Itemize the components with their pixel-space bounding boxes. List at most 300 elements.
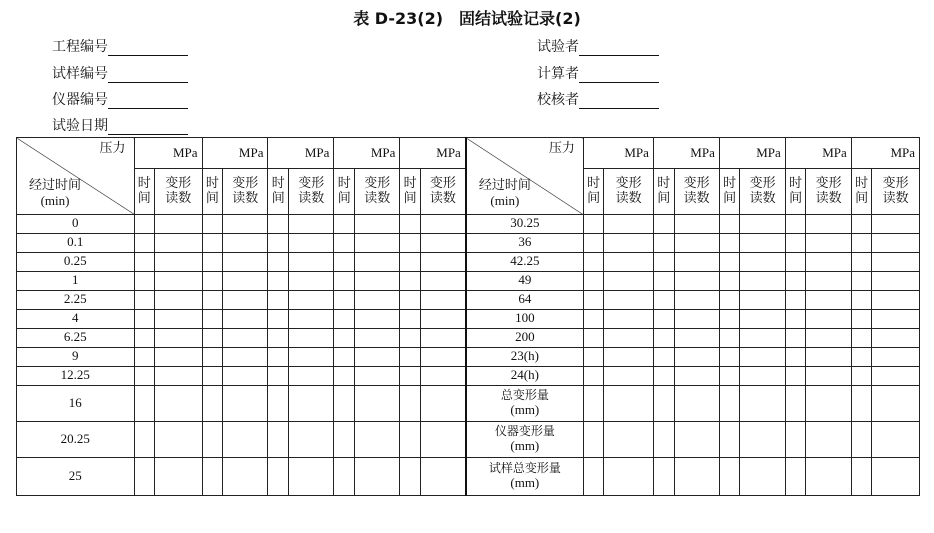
time-entry-cell[interactable] xyxy=(653,458,674,496)
time-entry-cell[interactable] xyxy=(400,215,421,234)
elapsed-time-label xyxy=(479,179,531,210)
deformation-subheader-cell xyxy=(740,169,785,215)
field-label: 试验日期 xyxy=(52,118,108,134)
pressure-unit-label: MPa xyxy=(370,144,396,160)
tester-field[interactable] xyxy=(537,36,659,56)
deformation-entry-cell[interactable] xyxy=(223,329,268,348)
deformation-entry-cell[interactable] xyxy=(674,386,719,422)
time-entry-cell[interactable] xyxy=(785,291,806,310)
time-entry-cell[interactable] xyxy=(334,422,355,458)
deformation-entry-cell[interactable] xyxy=(289,253,334,272)
time-entry-cell[interactable] xyxy=(785,310,806,329)
deformation-entry-cell[interactable] xyxy=(674,329,719,348)
time-entry-cell[interactable] xyxy=(583,234,604,253)
time-entry-cell[interactable] xyxy=(268,422,289,458)
time-entry-cell[interactable] xyxy=(851,458,872,496)
table-row xyxy=(17,272,920,291)
time-entry-cell[interactable] xyxy=(653,367,674,386)
time-entry-cell[interactable] xyxy=(134,215,155,234)
time-entry-cell[interactable] xyxy=(583,386,604,422)
deformation-entry-cell[interactable] xyxy=(155,291,202,310)
time-entry-cell[interactable] xyxy=(785,348,806,367)
deformation-entry-cell[interactable] xyxy=(806,422,851,458)
time-entry-cell[interactable] xyxy=(268,215,289,234)
elapsed-time-unit: (min) xyxy=(40,193,70,209)
time-entry-cell[interactable] xyxy=(134,458,155,496)
deformation-subheader-cell xyxy=(155,169,202,215)
time-entry-cell[interactable] xyxy=(719,310,740,329)
time-entry-cell[interactable] xyxy=(134,310,155,329)
deformation-entry-cell[interactable] xyxy=(223,386,268,422)
deformation-entry-cell[interactable] xyxy=(604,422,653,458)
time-entry-cell[interactable] xyxy=(202,329,223,348)
deformation-entry-cell[interactable] xyxy=(223,422,268,458)
deformation-entry-cell[interactable] xyxy=(604,329,653,348)
deformation-subheader-bottom: 读数 xyxy=(429,190,456,206)
elapsed-time-cell xyxy=(17,386,135,422)
time-entry-cell[interactable] xyxy=(583,291,604,310)
deformation-entry-cell[interactable] xyxy=(420,253,465,272)
time-entry-cell[interactable] xyxy=(268,386,289,422)
time-entry-cell[interactable] xyxy=(268,367,289,386)
deformation-entry-cell[interactable] xyxy=(289,386,334,422)
elapsed-time-label xyxy=(29,179,81,210)
consolidation-record-table xyxy=(16,137,920,496)
time-entry-cell[interactable] xyxy=(719,422,740,458)
time-entry-cell[interactable] xyxy=(583,367,604,386)
time-entry-cell[interactable] xyxy=(134,386,155,422)
time-entry-cell[interactable] xyxy=(268,348,289,367)
time-entry-cell[interactable] xyxy=(653,291,674,310)
time-entry-cell[interactable] xyxy=(334,367,355,386)
deformation-entry-cell[interactable] xyxy=(740,329,785,348)
time-entry-cell[interactable] xyxy=(268,291,289,310)
field-blank[interactable] xyxy=(108,120,188,135)
deformation-entry-cell[interactable] xyxy=(355,291,400,310)
deformation-entry-cell[interactable] xyxy=(420,422,465,458)
deformation-entry-cell[interactable] xyxy=(223,234,268,253)
deformation-entry-cell[interactable] xyxy=(674,215,719,234)
deformation-entry-cell[interactable] xyxy=(740,234,785,253)
deformation-entry-cell[interactable] xyxy=(604,310,653,329)
time-subheader-cell xyxy=(583,169,604,215)
time-entry-cell[interactable] xyxy=(400,291,421,310)
deformation-entry-cell[interactable] xyxy=(155,272,202,291)
deformation-entry-cell[interactable] xyxy=(420,272,465,291)
deformation-entry-cell[interactable] xyxy=(740,367,785,386)
deformation-entry-cell[interactable] xyxy=(155,367,202,386)
deformation-entry-cell[interactable] xyxy=(155,458,202,496)
time-entry-cell[interactable] xyxy=(851,310,872,329)
deformation-entry-cell[interactable] xyxy=(420,234,465,253)
elapsed-time-value: 0.1 xyxy=(67,234,84,250)
elapsed-time-cell xyxy=(17,367,135,386)
table-row xyxy=(17,215,920,234)
time-entry-cell[interactable] xyxy=(134,272,155,291)
time-entry-cell[interactable] xyxy=(719,329,740,348)
deformation-entry-cell[interactable] xyxy=(420,348,465,367)
deformation-entry-cell[interactable] xyxy=(355,310,400,329)
deformation-entry-cell[interactable] xyxy=(420,367,465,386)
deformation-subheader-top: 变形 xyxy=(615,176,642,192)
time-entry-cell[interactable] xyxy=(785,386,806,422)
time-entry-cell[interactable] xyxy=(202,234,223,253)
time-entry-cell[interactable] xyxy=(719,348,740,367)
time-subheader-top: 时 xyxy=(205,176,219,192)
elapsed-time-unit: (mm) xyxy=(510,402,540,417)
deformation-entry-cell[interactable] xyxy=(355,272,400,291)
deformation-entry-cell[interactable] xyxy=(155,215,202,234)
time-subheader-cell xyxy=(400,169,421,215)
deformation-entry-cell[interactable] xyxy=(155,310,202,329)
deformation-entry-cell[interactable] xyxy=(420,458,465,496)
time-entry-cell[interactable] xyxy=(134,291,155,310)
pressure-unit-cell-right xyxy=(653,138,719,169)
time-subheader-bottom: 间 xyxy=(789,190,803,206)
elapsed-time-cell xyxy=(466,253,584,272)
time-entry-cell[interactable] xyxy=(785,367,806,386)
deformation-subheader-top: 变形 xyxy=(749,176,776,192)
deformation-entry-cell[interactable] xyxy=(223,348,268,367)
elapsed-time-cell xyxy=(466,348,584,367)
deformation-entry-cell[interactable] xyxy=(674,422,719,458)
time-entry-cell[interactable] xyxy=(653,348,674,367)
elapsed-time-value: 30.25 xyxy=(510,215,540,231)
deformation-entry-cell[interactable] xyxy=(223,367,268,386)
deformation-entry-cell[interactable] xyxy=(872,348,920,367)
time-entry-cell[interactable] xyxy=(653,386,674,422)
deformation-entry-cell[interactable] xyxy=(872,253,920,272)
time-entry-cell[interactable] xyxy=(134,234,155,253)
time-entry-cell[interactable] xyxy=(653,215,674,234)
instrument-number-field[interactable] xyxy=(52,89,188,109)
deformation-entry-cell[interactable] xyxy=(604,272,653,291)
time-entry-cell[interactable] xyxy=(268,458,289,496)
deformation-entry-cell[interactable] xyxy=(420,310,465,329)
deformation-entry-cell[interactable] xyxy=(872,458,920,496)
deformation-entry-cell[interactable] xyxy=(289,272,334,291)
deformation-entry-cell[interactable] xyxy=(355,215,400,234)
deformation-entry-cell[interactable] xyxy=(674,234,719,253)
sample-number-field[interactable] xyxy=(52,63,188,83)
field-label: 试验者 xyxy=(537,39,579,55)
time-entry-cell[interactable] xyxy=(719,291,740,310)
deformation-entry-cell[interactable] xyxy=(355,329,400,348)
field-blank[interactable] xyxy=(108,94,188,109)
pressure-label: 压力 xyxy=(99,141,126,156)
time-entry-cell[interactable] xyxy=(719,215,740,234)
time-entry-cell[interactable] xyxy=(334,348,355,367)
time-entry-cell[interactable] xyxy=(653,310,674,329)
time-entry-cell[interactable] xyxy=(400,253,421,272)
time-entry-cell[interactable] xyxy=(851,422,872,458)
deformation-entry-cell[interactable] xyxy=(223,291,268,310)
time-entry-cell[interactable] xyxy=(785,422,806,458)
field-blank[interactable] xyxy=(579,68,659,83)
time-entry-cell[interactable] xyxy=(400,234,421,253)
deformation-entry-cell[interactable] xyxy=(806,329,851,348)
time-entry-cell[interactable] xyxy=(851,367,872,386)
time-entry-cell[interactable] xyxy=(851,253,872,272)
deformation-entry-cell[interactable] xyxy=(806,234,851,253)
deformation-entry-cell[interactable] xyxy=(674,367,719,386)
deformation-entry-cell[interactable] xyxy=(289,422,334,458)
time-entry-cell[interactable] xyxy=(268,329,289,348)
deformation-entry-cell[interactable] xyxy=(806,291,851,310)
time-entry-cell[interactable] xyxy=(268,253,289,272)
deformation-entry-cell[interactable] xyxy=(155,422,202,458)
deformation-entry-cell[interactable] xyxy=(740,215,785,234)
elapsed-time-value: 200 xyxy=(515,329,535,345)
deformation-entry-cell[interactable] xyxy=(223,253,268,272)
deformation-subheader-cell xyxy=(674,169,719,215)
time-entry-cell[interactable] xyxy=(134,348,155,367)
time-entry-cell[interactable] xyxy=(134,253,155,272)
time-entry-cell[interactable] xyxy=(202,386,223,422)
deformation-entry-cell[interactable] xyxy=(604,348,653,367)
project-number-field[interactable] xyxy=(52,36,188,56)
deformation-entry-cell[interactable] xyxy=(223,458,268,496)
time-entry-cell[interactable] xyxy=(785,234,806,253)
deformation-entry-cell[interactable] xyxy=(355,234,400,253)
deformation-entry-cell[interactable] xyxy=(155,253,202,272)
time-entry-cell[interactable] xyxy=(719,386,740,422)
deformation-entry-cell[interactable] xyxy=(420,329,465,348)
deformation-entry-cell[interactable] xyxy=(740,253,785,272)
deformation-entry-cell[interactable] xyxy=(740,291,785,310)
time-subheader-top: 时 xyxy=(403,176,417,192)
deformation-entry-cell[interactable] xyxy=(806,348,851,367)
deformation-entry-cell[interactable] xyxy=(806,253,851,272)
time-entry-cell[interactable] xyxy=(785,458,806,496)
time-entry-cell[interactable] xyxy=(202,253,223,272)
table-row xyxy=(17,253,920,272)
time-entry-cell[interactable] xyxy=(400,367,421,386)
time-entry-cell[interactable] xyxy=(400,272,421,291)
time-entry-cell[interactable] xyxy=(202,291,223,310)
deformation-entry-cell[interactable] xyxy=(674,272,719,291)
deformation-entry-cell[interactable] xyxy=(604,234,653,253)
time-entry-cell[interactable] xyxy=(334,253,355,272)
time-entry-cell[interactable] xyxy=(268,272,289,291)
time-entry-cell[interactable] xyxy=(334,386,355,422)
time-entry-cell[interactable] xyxy=(400,310,421,329)
time-entry-cell[interactable] xyxy=(583,253,604,272)
deformation-entry-cell[interactable] xyxy=(872,291,920,310)
time-entry-cell[interactable] xyxy=(202,458,223,496)
elapsed-time-value: 4 xyxy=(72,310,79,326)
time-entry-cell[interactable] xyxy=(202,348,223,367)
time-entry-cell[interactable] xyxy=(268,310,289,329)
time-entry-cell[interactable] xyxy=(785,253,806,272)
time-entry-cell[interactable] xyxy=(851,234,872,253)
deformation-subheader-bottom: 读数 xyxy=(882,190,909,206)
deformation-entry-cell[interactable] xyxy=(740,422,785,458)
time-entry-cell[interactable] xyxy=(268,234,289,253)
deformation-entry-cell[interactable] xyxy=(289,291,334,310)
time-entry-cell[interactable] xyxy=(202,422,223,458)
deformation-entry-cell[interactable] xyxy=(674,348,719,367)
time-entry-cell[interactable] xyxy=(719,272,740,291)
deformation-entry-cell[interactable] xyxy=(872,234,920,253)
pressure-unit-label: MPa xyxy=(304,144,330,160)
deformation-entry-cell[interactable] xyxy=(806,272,851,291)
time-entry-cell[interactable] xyxy=(851,329,872,348)
deformation-entry-cell[interactable] xyxy=(223,272,268,291)
deformation-entry-cell[interactable] xyxy=(355,386,400,422)
deformation-entry-cell[interactable] xyxy=(872,367,920,386)
time-entry-cell[interactable] xyxy=(583,272,604,291)
time-subheader-top: 时 xyxy=(657,176,671,192)
deformation-entry-cell[interactable] xyxy=(289,367,334,386)
deformation-entry-cell[interactable] xyxy=(740,348,785,367)
time-entry-cell[interactable] xyxy=(400,422,421,458)
time-subheader-cell xyxy=(851,169,872,215)
checker-field[interactable] xyxy=(537,89,659,109)
time-entry-cell[interactable] xyxy=(583,458,604,496)
time-entry-cell[interactable] xyxy=(851,272,872,291)
deformation-entry-cell[interactable] xyxy=(355,458,400,496)
deformation-entry-cell[interactable] xyxy=(740,310,785,329)
deformation-entry-cell[interactable] xyxy=(355,367,400,386)
time-entry-cell[interactable] xyxy=(583,310,604,329)
time-entry-cell[interactable] xyxy=(583,215,604,234)
deformation-entry-cell[interactable] xyxy=(223,215,268,234)
deformation-entry-cell[interactable] xyxy=(872,215,920,234)
time-entry-cell[interactable] xyxy=(400,458,421,496)
time-entry-cell[interactable] xyxy=(134,422,155,458)
time-entry-cell[interactable] xyxy=(719,458,740,496)
deformation-entry-cell[interactable] xyxy=(420,215,465,234)
time-entry-cell[interactable] xyxy=(653,422,674,458)
time-entry-cell[interactable] xyxy=(334,310,355,329)
deformation-entry-cell[interactable] xyxy=(674,291,719,310)
time-entry-cell[interactable] xyxy=(400,348,421,367)
time-entry-cell[interactable] xyxy=(719,253,740,272)
field-blank[interactable] xyxy=(579,94,659,109)
time-entry-cell[interactable] xyxy=(851,348,872,367)
time-subheader-bottom: 间 xyxy=(855,190,869,206)
time-entry-cell[interactable] xyxy=(785,329,806,348)
deformation-entry-cell[interactable] xyxy=(355,422,400,458)
time-entry-cell[interactable] xyxy=(400,329,421,348)
time-entry-cell[interactable] xyxy=(583,422,604,458)
time-entry-cell[interactable] xyxy=(851,386,872,422)
deformation-entry-cell[interactable] xyxy=(289,458,334,496)
time-entry-cell[interactable] xyxy=(719,367,740,386)
pressure-unit-cell-right xyxy=(785,138,851,169)
deformation-entry-cell[interactable] xyxy=(289,234,334,253)
time-entry-cell[interactable] xyxy=(334,458,355,496)
pressure-time-header-cell xyxy=(17,138,135,215)
deformation-entry-cell[interactable] xyxy=(155,386,202,422)
deformation-entry-cell[interactable] xyxy=(740,386,785,422)
time-entry-cell[interactable] xyxy=(334,215,355,234)
deformation-subheader-bottom: 读数 xyxy=(298,190,325,206)
deformation-entry-cell[interactable] xyxy=(420,291,465,310)
deformation-entry-cell[interactable] xyxy=(604,215,653,234)
deformation-entry-cell[interactable] xyxy=(604,386,653,422)
deformation-entry-cell[interactable] xyxy=(806,386,851,422)
time-entry-cell[interactable] xyxy=(653,253,674,272)
time-entry-cell[interactable] xyxy=(334,234,355,253)
time-entry-cell[interactable] xyxy=(134,329,155,348)
time-entry-cell[interactable] xyxy=(202,272,223,291)
deformation-entry-cell[interactable] xyxy=(420,386,465,422)
time-entry-cell[interactable] xyxy=(583,348,604,367)
test-date-field[interactable] xyxy=(52,115,188,135)
deformation-entry-cell[interactable] xyxy=(155,348,202,367)
deformation-subheader-top: 变形 xyxy=(364,176,391,192)
deformation-entry-cell[interactable] xyxy=(872,310,920,329)
deformation-entry-cell[interactable] xyxy=(289,215,334,234)
deformation-entry-cell[interactable] xyxy=(155,329,202,348)
elapsed-time-value: 23(h) xyxy=(510,348,539,364)
time-entry-cell[interactable] xyxy=(202,310,223,329)
deformation-entry-cell[interactable] xyxy=(806,310,851,329)
time-entry-cell[interactable] xyxy=(785,272,806,291)
time-entry-cell[interactable] xyxy=(334,329,355,348)
elapsed-time-value: 100 xyxy=(515,310,535,326)
time-entry-cell[interactable] xyxy=(400,386,421,422)
deformation-entry-cell[interactable] xyxy=(740,458,785,496)
field-blank[interactable] xyxy=(108,41,188,56)
deformation-entry-cell[interactable] xyxy=(604,458,653,496)
time-entry-cell[interactable] xyxy=(334,272,355,291)
time-subheader-bottom: 间 xyxy=(271,190,285,206)
deformation-entry-cell[interactable] xyxy=(604,253,653,272)
deformation-entry-cell[interactable] xyxy=(355,348,400,367)
deformation-entry-cell[interactable] xyxy=(674,253,719,272)
deformation-entry-cell[interactable] xyxy=(604,367,653,386)
deformation-entry-cell[interactable] xyxy=(289,348,334,367)
time-entry-cell[interactable] xyxy=(202,367,223,386)
deformation-entry-cell[interactable] xyxy=(740,272,785,291)
field-blank[interactable] xyxy=(579,41,659,56)
time-entry-cell[interactable] xyxy=(785,215,806,234)
deformation-entry-cell[interactable] xyxy=(223,310,268,329)
deformation-entry-cell[interactable] xyxy=(872,386,920,422)
deformation-entry-cell[interactable] xyxy=(289,310,334,329)
time-entry-cell[interactable] xyxy=(653,234,674,253)
time-subheader-top: 时 xyxy=(587,176,601,192)
time-entry-cell[interactable] xyxy=(134,367,155,386)
field-blank[interactable] xyxy=(108,68,188,83)
field-label: 仪器编号 xyxy=(52,92,108,108)
deformation-entry-cell[interactable] xyxy=(872,422,920,458)
time-entry-cell[interactable] xyxy=(851,215,872,234)
deformation-entry-cell[interactable] xyxy=(674,458,719,496)
deformation-entry-cell[interactable] xyxy=(674,310,719,329)
time-entry-cell[interactable] xyxy=(583,329,604,348)
deformation-entry-cell[interactable] xyxy=(806,367,851,386)
deformation-entry-cell[interactable] xyxy=(289,329,334,348)
time-entry-cell[interactable] xyxy=(851,291,872,310)
deformation-entry-cell[interactable] xyxy=(872,272,920,291)
deformation-entry-cell[interactable] xyxy=(806,215,851,234)
deformation-entry-cell[interactable] xyxy=(872,329,920,348)
deformation-entry-cell[interactable] xyxy=(604,291,653,310)
time-entry-cell[interactable] xyxy=(653,272,674,291)
time-entry-cell[interactable] xyxy=(653,329,674,348)
time-entry-cell[interactable] xyxy=(202,215,223,234)
deformation-entry-cell[interactable] xyxy=(155,234,202,253)
calculator-field[interactable] xyxy=(537,63,659,83)
time-entry-cell[interactable] xyxy=(334,291,355,310)
deformation-entry-cell[interactable] xyxy=(355,253,400,272)
time-entry-cell[interactable] xyxy=(719,234,740,253)
deformation-entry-cell[interactable] xyxy=(806,458,851,496)
